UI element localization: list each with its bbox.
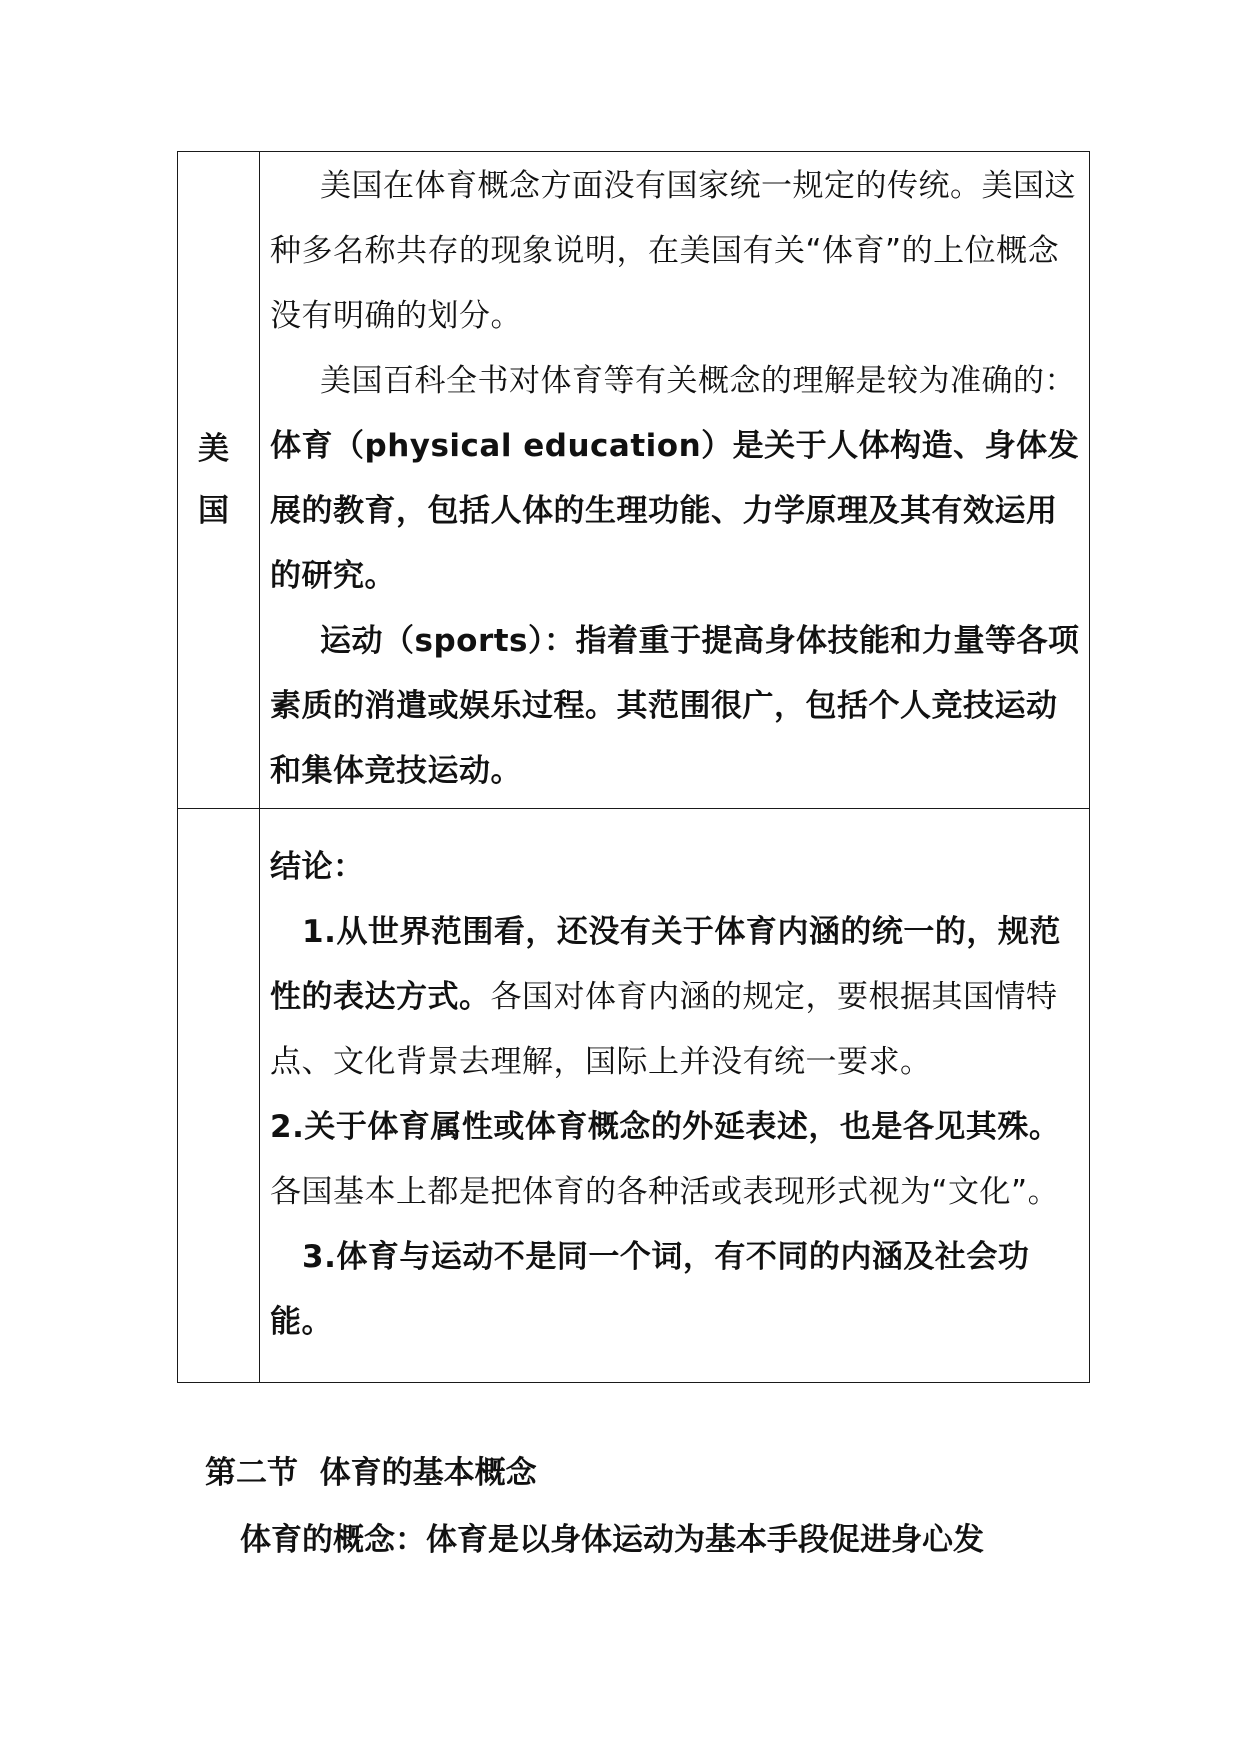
usa-paragraph-3: 运动（sports）：指着重于提高身体技能和力量等各项素质的消遣或娱乐过程。其范围很广，包括个人竞技运动和集体竞技运动。 [270,623,1080,789]
conclusion-point-1-bold: 1.从世界范围看，还没有关于体育内涵的统一的，规范性的表达方式。 [270,913,1061,1015]
conclusion-point-2 [270,1095,1087,1225]
row-content-conclusion [260,809,1090,1383]
section-intro: 体育的概念：体育是以身体运动为基本手段促进身心发 [240,1522,984,1558]
usa-paragraph-1: 美国在体育概念方面没有国家统一规定的传统。美国这种多名称共存的现象说明，在美国有关“体育”的上位概念没有明确的划分。 [270,168,1076,334]
row-label-cell [178,152,260,809]
section-heading: 第二节 体育的基本概念 [205,1455,537,1491]
conclusion-point-1 [270,900,1087,1095]
conclusion-point-2-plain: 各国基本上都是把体育的各种活或表现形式视为“文化”。 [270,1173,1060,1210]
comparison-table [177,151,1090,1383]
table-row-conclusion [178,809,1090,1383]
row-content-usa [260,152,1090,809]
conclusion-point-3: 3.体育与运动不是同一个词，有不同的内涵及社会功能。 [270,1238,1030,1340]
usa-paragraph-2-bold: 体育（physical education）是关于人体构造、身体发展的教育，包括人体的生理功能、力学原理及其有效运用的研究。 [270,428,1080,594]
row-label-usa: 美国 [198,431,229,529]
conclusion-point-2-bold: 2.关于体育属性或体育概念的外延表述，也是各见其殊。 [270,1108,1061,1145]
usa-paragraph-2-plain: 美国百科全书对体育等有关概念的理解是较为准确的： [320,363,1076,399]
row-label-cell-empty [178,809,260,1383]
conclusion-point-1-plain: 各国对体育内涵的规定，要根据其国情特点、文化背景去理解，国际上并没有统一要求。 [270,978,1058,1080]
usa-paragraph-2 [270,349,1087,609]
table-row-usa [178,152,1090,809]
conclusion-heading: 结论： [270,848,365,885]
